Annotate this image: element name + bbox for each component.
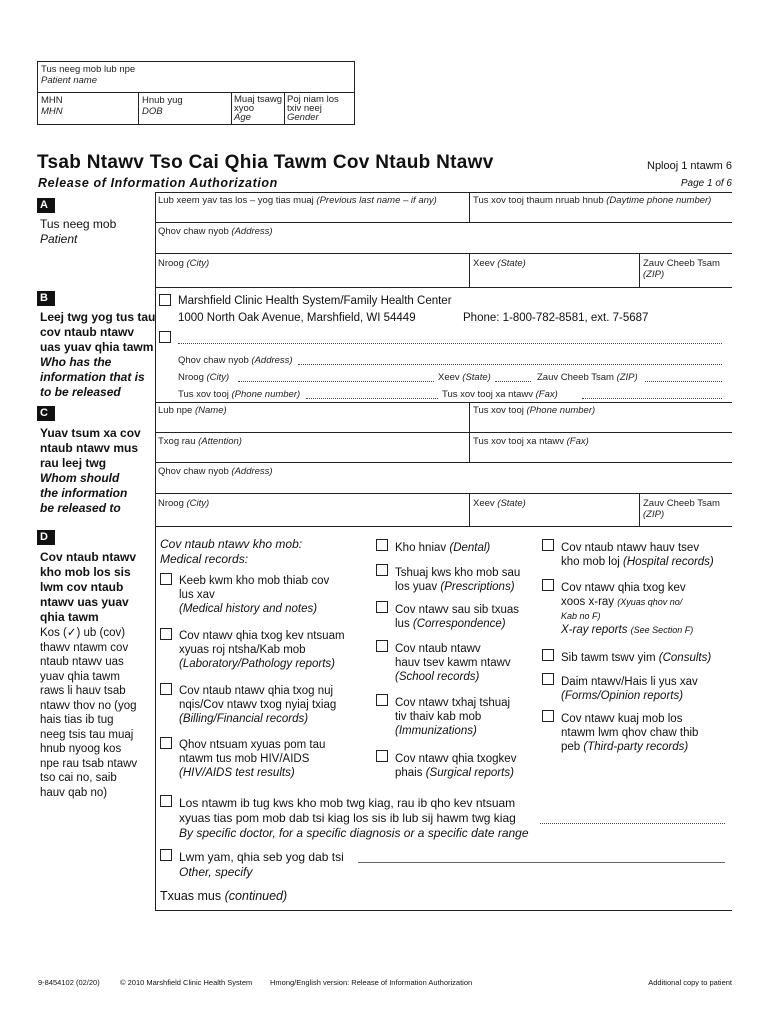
form-rule-line (231, 92, 232, 125)
form-rule-line (469, 253, 470, 287)
section-d-label-3: lwm cov ntaub (40, 580, 124, 594)
form-rule-line (155, 192, 732, 193)
page-number-en: Page 1 of 6 (680, 178, 732, 189)
c-city-en: (City) (186, 498, 210, 509)
patient-address-field[interactable] (158, 226, 273, 237)
specific-doctor-line[interactable] (540, 823, 725, 824)
form-rule-line (495, 381, 531, 382)
version-note: Hmong/English version: Release of Information Authorization (270, 978, 473, 987)
text-section-d-col2-3-en1: (School records) (395, 671, 480, 683)
immunizations-label (395, 696, 510, 738)
text-section-d-specific-2: xyuas tias pom mob dab tsi kiag los sis ib lub sij hawm twg kiag (179, 811, 516, 825)
prev-last-name-en: (Previous last name – if any) (316, 195, 437, 206)
text-section-d-col3-4-en1: (Third-party records) (583, 741, 689, 753)
medical-records-header-en: Medical records: (160, 552, 249, 566)
text-section-d-col1-2-h1: Cov ntaub ntawv qhia txog nuj (179, 685, 334, 697)
section-b-label (40, 310, 155, 400)
specific-doctor-checkbox[interactable] (160, 795, 172, 807)
patient-address-en: (Address) (231, 226, 273, 237)
c-state-en: (State) (497, 498, 526, 509)
patient-name-hmong: Tus neeg mob lub npe (41, 64, 136, 75)
form-rule-line (238, 381, 434, 382)
section-b-label-2: cov ntaub ntawv (40, 325, 135, 339)
section-c-label (40, 426, 141, 516)
b-phone-field[interactable] (178, 389, 300, 400)
c-attention-hmong: Txog rau (158, 436, 196, 447)
b-zip-en: (ZIP) (616, 372, 638, 383)
c-attention-en: (Attention) (198, 436, 242, 447)
lab-pathology-label (179, 629, 345, 671)
section-d-desc-3: ntaub ntawv uas (40, 656, 124, 668)
specific-doctor-label (179, 796, 529, 841)
consults-label (561, 651, 711, 665)
patient-name-en: Patient name (41, 75, 97, 86)
text-section-d-col3-3-h1: Daim ntawv/Hais li yus xav (561, 676, 698, 688)
c-attention-field[interactable] (158, 436, 242, 447)
form-rule-line (155, 526, 732, 527)
form-rule-line (155, 493, 732, 494)
patient-state-field[interactable] (473, 258, 526, 269)
prev-last-name-field[interactable] (158, 195, 437, 206)
medical-records-header (160, 537, 302, 567)
other-specify-label (179, 850, 344, 880)
section-d-label-2: kho mob los sis (40, 565, 131, 579)
c-state-field[interactable] (473, 498, 526, 509)
form-rule-line (155, 253, 732, 254)
age-en: Age (234, 112, 251, 123)
other-provider-name-line[interactable] (178, 343, 722, 344)
text-section-d-col3-1-en2: Kab no F) (561, 611, 601, 621)
c-name-field[interactable] (158, 405, 227, 416)
b-city-field[interactable] (178, 372, 229, 383)
text-section-d-col3-2-h1: Sib tawm tswv yim (561, 652, 656, 664)
c-state-hmong: Xeev (473, 498, 495, 509)
section-a-label-en: Patient (40, 232, 78, 246)
immunizations-checkbox[interactable] (376, 694, 388, 706)
lab-pathology-checkbox[interactable] (160, 628, 172, 640)
section-c-label-2: ntaub ntawv mus (40, 441, 139, 455)
daytime-phone-en: (Daytime phone number) (606, 195, 712, 206)
section-d-label-5: qhia tawm (40, 610, 99, 624)
xray-reports-label (561, 581, 693, 637)
page-number-hmong: Nplooj 1 ntawm 6 (647, 160, 732, 172)
form-rule-line (155, 462, 732, 463)
hiv-aids-label (179, 738, 325, 780)
patient-city-en: (City) (186, 258, 210, 269)
age-label[interactable] (234, 95, 282, 122)
c-fax-field[interactable] (473, 436, 589, 447)
form-rule-line (284, 92, 285, 125)
xray-reports-checkbox[interactable] (542, 579, 554, 591)
section-a-label-hmong: Tus neeg mob (40, 217, 117, 231)
c-zip-field[interactable] (643, 498, 720, 520)
dob-en: DOB (142, 106, 163, 117)
dob-hmong: Hnub yug (142, 95, 183, 106)
medical-history-label (179, 574, 329, 616)
copyright: © 2010 Marshfield Clinic Health System (120, 978, 253, 987)
form-rule-line (138, 92, 139, 125)
b-state-hmong: Xeev (438, 372, 460, 383)
section-d-label-1: Cov ntaub ntawv (40, 550, 137, 564)
form-rule-line (155, 192, 156, 287)
billing-financial-label (179, 684, 336, 726)
continued-label (160, 889, 287, 903)
prescriptions-checkbox[interactable] (376, 564, 388, 576)
marshfield-clinic-checkbox[interactable] (159, 294, 171, 306)
org-name: Marshfield Clinic Health System/Family Health Center (178, 295, 452, 307)
text-section-d-col1-0-h2: lus xav (179, 589, 215, 601)
age-hmong-1: Muaj tsawg (234, 94, 283, 105)
section-d-label (40, 550, 136, 625)
hospital-records-label (561, 541, 714, 569)
b-state-en: (State) (462, 372, 491, 383)
section-d-desc-2: thawv ntawm cov (40, 641, 129, 654)
text-section-d-col1-3-en1: (HIV/AIDS test results) (179, 767, 295, 779)
form-rule-line (155, 910, 732, 911)
form-number: 9-8454102 (02/20) (38, 978, 100, 987)
section-c-label-en-1: Whom should (40, 471, 120, 485)
b-fax-field[interactable] (442, 389, 558, 400)
text-section-d-col3-0-en1: (Hospital records) (623, 556, 714, 568)
patient-city-hmong: Nroog (158, 258, 184, 269)
text-section-d-col2-1-en1: (Prescriptions) (440, 581, 515, 593)
medical-history-checkbox[interactable] (160, 573, 172, 585)
section-b-label-en-3: to be released (40, 385, 121, 399)
text-section-d-col1-3-h2: ntawm tus mob HIV/AIDS (179, 753, 310, 765)
text-section-d-col1-2-h2: nqis/Cov ntawv txog nyiaj txiag (179, 699, 337, 711)
text-section-d-col3-1-en4: (See Section F) (630, 625, 694, 635)
dental-checkbox[interactable] (376, 539, 388, 551)
patient-state-en: (State) (497, 258, 526, 269)
section-d-desc-11: tso cai no, saib (40, 772, 117, 784)
section-d-desc-9: hnub nyoog kos (40, 743, 122, 755)
c-phone-hmong: Tus xov tooj (473, 405, 524, 416)
text-section-d-col1-1-en1: (Laboratory/Pathology reports) (179, 658, 335, 670)
section-a-letter: A (37, 198, 55, 213)
section-c-label-3: rau leej twg (40, 456, 107, 470)
other-provider-checkbox[interactable] (159, 331, 171, 343)
form-rule-line (37, 92, 355, 93)
hiv-aids-checkbox[interactable] (160, 737, 172, 749)
b-fax-hmong: Tus xov tooj xa ntawv (442, 389, 533, 400)
c-address-en: (Address) (231, 466, 273, 477)
text-section-d-col2-5-h2: phais (395, 767, 423, 779)
text-section-d-specific-1: Los ntawm ib tug kws kho mob twg kiag, rau ib qho kev ntsuam (179, 796, 516, 810)
form-rule-line (155, 402, 156, 526)
gender-label[interactable] (287, 95, 339, 122)
c-city-field[interactable] (158, 498, 209, 509)
other-specify-checkbox[interactable] (160, 849, 172, 861)
section-d-desc-5: raws li hauv tsab (40, 685, 126, 697)
section-d-desc-6: ntawv thov no (yog (40, 699, 137, 712)
section-b-label-en-1: Who has the (40, 355, 112, 369)
text-section-d-continued-hmong: Txuas mus (160, 889, 222, 903)
prev-last-name-hmong: Lub xeem yav tas los – yog tias muaj (158, 195, 314, 206)
section-a-label (40, 217, 116, 247)
daytime-phone-field[interactable] (473, 195, 711, 206)
text-section-d-col1-1-h2: xyuas roj ntsha/Kab mob (179, 644, 306, 656)
c-phone-en: (Phone number) (526, 405, 596, 416)
dob-label[interactable] (142, 95, 183, 117)
text-section-d-other-en: Other, specify (179, 865, 253, 879)
form-rule-line (155, 432, 732, 433)
text-section-d-col2-4-en1: (Immunizations) (395, 725, 477, 737)
third-party-checkbox[interactable] (542, 710, 554, 722)
text-section-d-other-hmong: Lwm yam, qhia seb yog dab tsi (179, 850, 344, 864)
section-b-letter: B (37, 291, 55, 306)
form-rule-line (155, 222, 732, 223)
org-phone: Phone: 1-800-782-8581, ext. 7-5687 (463, 312, 649, 324)
patient-address-hmong: Qhov chaw nyob (158, 226, 229, 237)
text-section-d-col1-0-en1: (Medical history and notes) (179, 603, 318, 615)
forms-opinion-label (561, 675, 698, 703)
billing-financial-checkbox[interactable] (160, 683, 172, 695)
form-rule-line (469, 493, 470, 526)
section-d-desc-12: hauv qab no) (40, 786, 108, 799)
text-section-d-col2-1-h2: los yuav (395, 581, 438, 593)
b-address-hmong: Qhov chaw nyob (178, 355, 249, 366)
school-records-label (395, 642, 511, 684)
text-section-d-col3-1-en3: X-ray reports (561, 624, 628, 636)
patient-city-field[interactable] (158, 258, 209, 269)
text-section-d-col3-1-h2: xoos x-ray (561, 596, 615, 608)
third-party-label (561, 712, 698, 754)
text-section-d-col3-3-en1: (Forms/Opinion reports) (561, 690, 684, 702)
consults-checkbox[interactable] (542, 649, 554, 661)
patient-name-label[interactable] (41, 64, 135, 86)
section-c-letter: C (37, 406, 55, 421)
org-address: 1000 North Oak Avenue, Marshfield, WI 54449 (178, 312, 416, 324)
text-section-d-col3-1-en1: (Xyuas qhov no/ (617, 597, 683, 607)
text-section-d-col3-0-h2: kho mob loj (561, 556, 620, 568)
section-b-label-en-2: information that is (40, 370, 145, 384)
text-section-d-continued-en: (continued) (224, 889, 288, 903)
text-section-d-col3-1-h1: Cov ntawv qhia txog kev (561, 582, 686, 594)
c-fax-hmong: Tus xov tooj xa ntawv (473, 436, 564, 447)
text-section-d-col2-1-h1: Tshuaj kws kho mob sau (395, 567, 521, 579)
text-section-d-col3-2-en1: (Consults) (658, 652, 712, 664)
text-section-d-specific-en: By specific doctor, for a specific diagnosis or a specific date range (179, 826, 529, 840)
b-phone-hmong: Tus xov tooj (178, 389, 229, 400)
patient-state-hmong: Xeev (473, 258, 495, 269)
c-address-hmong: Qhov chaw nyob (158, 466, 229, 477)
c-name-hmong: Lub npe (158, 405, 193, 416)
form-rule-line (155, 287, 732, 288)
b-fax-en: (Fax) (535, 389, 558, 400)
copy-note: Additional copy to patient (648, 978, 732, 987)
section-c-label-en-3: be released to (40, 501, 121, 515)
text-section-d-col2-2-en1: (Correspondence) (412, 618, 506, 630)
medical-records-header-hmong: Cov ntaub ntawv kho mob: (160, 537, 303, 551)
gender-hmong-1: Poj niam los (287, 94, 339, 105)
section-d-label-4: ntawv uas yuav (40, 595, 129, 609)
text-section-d-col2-3-h1: Cov ntaub ntawv (395, 643, 481, 655)
dental-label (395, 541, 490, 555)
text-section-d-col2-0-en1: (Dental) (449, 542, 491, 554)
b-city-hmong: Nroog (178, 372, 204, 383)
section-c-label-en-2: the information (40, 486, 128, 500)
section-d-desc-1: Kos (✓) ub (cov) (40, 627, 126, 639)
surgical-reports-checkbox[interactable] (376, 750, 388, 762)
section-d-desc-7: hais tias ib tug (40, 714, 114, 726)
form-rule-line (306, 398, 438, 399)
c-address-field[interactable] (158, 466, 273, 477)
mhn-en: MHN (41, 106, 63, 117)
text-section-d-col1-1-h1: Cov ntawv qhia txog kev ntsuam (179, 630, 345, 642)
form-rule-line (155, 402, 732, 403)
text-section-d-col2-5-en1: (Surgical reports) (425, 767, 514, 779)
age-hmong-2: xyoo (234, 103, 255, 114)
b-phone-en: (Phone number) (231, 389, 301, 400)
b-city-en: (City) (206, 372, 230, 383)
section-d-description (40, 626, 137, 800)
section-d-desc-4: yuav qhia tawm (40, 670, 120, 683)
text-section-d-col2-5-h1: Cov ntawv qhia txogkev (395, 753, 517, 765)
text-section-d-col2-0-h1: Kho hniav (395, 542, 447, 554)
text-section-d-col1-2-en1: (Billing/Financial records) (179, 713, 309, 725)
form-rule-line (469, 192, 470, 222)
text-section-d-col3-0-h1: Cov ntaub ntawv hauv tsev (561, 542, 700, 554)
text-section-d-col3-4-h2: ntawm lwm qhov chaw thib (561, 727, 699, 739)
section-d-desc-8: neeg tsis tau muaj (40, 728, 134, 741)
prescriptions-label (395, 566, 520, 594)
b-zip-hmong: Zauv Cheeb Tsam (537, 372, 614, 383)
section-b-label-3: uas yuav qhia tawm (40, 340, 154, 354)
section-d-letter: D (37, 530, 55, 545)
patient-zip-en: (ZIP) (643, 269, 665, 280)
b-address-field[interactable] (178, 355, 293, 366)
other-specify-line[interactable] (358, 862, 725, 863)
text-section-d-col2-4-h2: tiv thaiv kab mob (395, 711, 482, 723)
c-city-hmong: Nroog (158, 498, 184, 509)
form-rule-line (639, 493, 640, 526)
hospital-records-checkbox[interactable] (542, 539, 554, 551)
form-rule-line (639, 253, 640, 287)
daytime-phone-hmong: Tus xov tooj thaum nruab hnub (473, 195, 604, 206)
correspondence-checkbox[interactable] (376, 601, 388, 613)
text-section-d-col2-2-h2: lus (395, 618, 410, 630)
b-state-field[interactable] (438, 372, 491, 383)
text-section-d-col2-4-h1: Cov ntawv txhaj tshuaj (395, 697, 511, 709)
b-zip-field[interactable] (537, 372, 638, 383)
form-rule-line (155, 287, 156, 402)
c-phone-field[interactable] (473, 405, 595, 416)
form-rule-line (155, 526, 156, 910)
c-zip-hmong: Zauv Cheeb Tsam (643, 498, 720, 509)
school-records-checkbox[interactable] (376, 640, 388, 652)
form-rule-line (582, 398, 722, 399)
section-d-desc-10: npe rau tsab ntawv (40, 757, 138, 770)
b-address-en: (Address) (251, 355, 293, 366)
section-c-label-1: Yuav tsum xa cov (40, 426, 141, 440)
c-zip-en: (ZIP) (643, 509, 665, 520)
text-section-d-col1-3-h1: Qhov ntsuam xyuas pom tau (179, 739, 326, 751)
text-section-d-col2-2-h1: Cov ntawv sau sib txuas (395, 604, 520, 616)
mhn-hmong: MHN (41, 95, 63, 106)
patient-zip-hmong: Zauv Cheeb Tsam (643, 258, 720, 269)
c-fax-en: (Fax) (566, 436, 589, 447)
patient-zip-field[interactable] (643, 258, 720, 280)
form-title-english: Release of Information Authorization (38, 176, 278, 190)
text-section-d-col3-4-h3: peb (561, 741, 581, 753)
form-rule-line (645, 381, 722, 382)
form-rule-line (298, 364, 722, 365)
text-section-d-col3-4-h1: Cov ntawv kuaj mob los (561, 713, 683, 725)
text-section-d-col1-0-h1: Keeb kwm kho mob thiab cov (179, 575, 330, 587)
correspondence-label (395, 603, 519, 631)
surgical-reports-label (395, 752, 516, 780)
gender-en: Gender (287, 112, 319, 123)
form-title-hmong: Tsab Ntawv Tso Cai Qhia Tawm Cov Ntaub Ntawv (37, 152, 494, 173)
section-b-label-1: Leej twg yog tus tau (40, 310, 156, 324)
c-name-en: (Name) (194, 405, 227, 416)
gender-hmong-2: txiv neej (287, 103, 322, 114)
text-section-d-col2-3-h2: hauv tsev kawm ntawv (395, 657, 511, 669)
mhn-label[interactable] (41, 95, 63, 117)
forms-opinion-checkbox[interactable] (542, 673, 554, 685)
